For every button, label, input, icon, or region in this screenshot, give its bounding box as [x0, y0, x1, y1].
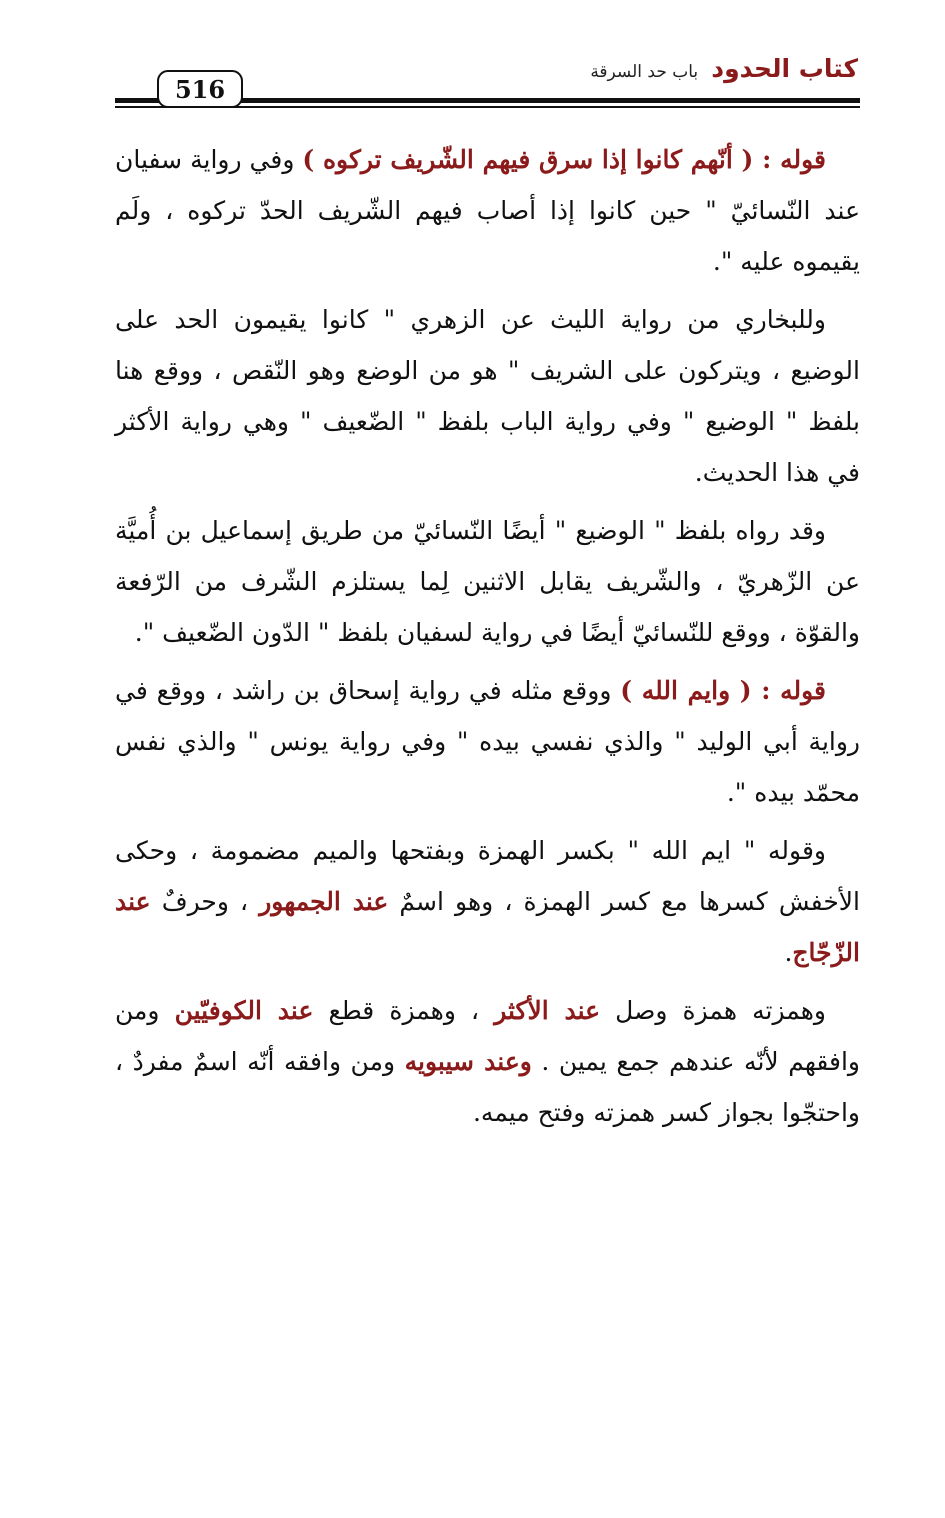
text-run: ، وحرفٌ: [150, 887, 260, 916]
highlighted-term: عند الجمهور: [259, 887, 389, 916]
chapter-title: باب حد السرقة: [590, 62, 699, 82]
text-run: ومن وافقه أنّه اسمٌ مفردٌ ، واحتجّوا بجواز كسر همزته وفتح ميمه.: [115, 1047, 860, 1127]
text-run: وفي رواية سفيان عند النّسائيّ " حين كانوا إذا أصاب فيهم الشّريف الحدّ تركوه ، ولَم يقيموه عليه ".: [115, 145, 860, 276]
paragraph: [115, 294, 860, 498]
book-title: كتاب الحدود: [711, 54, 858, 83]
paragraph: [115, 985, 860, 1138]
paragraph: [115, 505, 860, 658]
highlighted-term: عند الزّجّاج: [115, 887, 860, 967]
paragraph: [115, 825, 860, 978]
text-run: .: [784, 938, 793, 967]
header-titles: [590, 54, 858, 83]
quoted-heading: قوله : ( وايم الله ): [620, 676, 826, 705]
highlighted-term: وعند سيبويه: [404, 1047, 532, 1076]
text-run: وقد رواه بلفظ " الوضيع " أيضًا النّسائيّ من طريق إسماعيل بن أُميَّة عن الزّهريّ ، والشّريف يقابل الاثنين لِما يستلزم الشّرف من الرّفعة والقوّة ، ووقع للنّسائيّ أيضًا في رواية لسفيان بلفظ " الدّون الضّعيف ".: [115, 516, 860, 647]
text-run: وقوله " ايم الله " بكسر الهمزة وبفتحها والميم مضمومة ، وحكى الأخفش كسرها مع كسر الهمزة ، وهو اسمٌ: [115, 836, 860, 916]
page-header: [115, 48, 860, 110]
page-number: 516: [174, 74, 226, 104]
text-run: ومن وافقهم لأنّه عندهم جمع يمين .: [115, 996, 860, 1076]
page-number-box: [157, 70, 243, 108]
highlighted-term: عند الكوفيّين: [174, 996, 314, 1025]
text-run: وللبخاري من رواية الليث عن الزهري " كانوا يقيمون الحد على الوضيع ، ويتركون على الشريف " هو من الوضع وهو النّقص ، ووقع هنا بلفظ " الوضيع " وفي رواية الباب بلفظ " الضّعيف " وهي رواية الأكثر في هذا الحديث.: [115, 305, 860, 487]
paragraph: [115, 665, 860, 818]
main-text: [115, 134, 860, 1145]
quoted-heading: قوله : ( أنّهم كانوا إذا سرق فيهم الشّريف تركوه ): [302, 145, 826, 174]
text-run: وهمزته همزة وصل: [600, 996, 827, 1025]
paragraph: [115, 134, 860, 287]
highlighted-term: عند الأكثر: [494, 996, 601, 1025]
text-run: ووقع مثله في رواية إسحاق بن راشد ، ووقع في رواية أبي الوليد " والذي نفسي بيده " وفي رواية يونس " والذي نفس محمّد بيده ".: [115, 676, 860, 807]
text-run: ، وهمزة قطع: [313, 996, 495, 1025]
